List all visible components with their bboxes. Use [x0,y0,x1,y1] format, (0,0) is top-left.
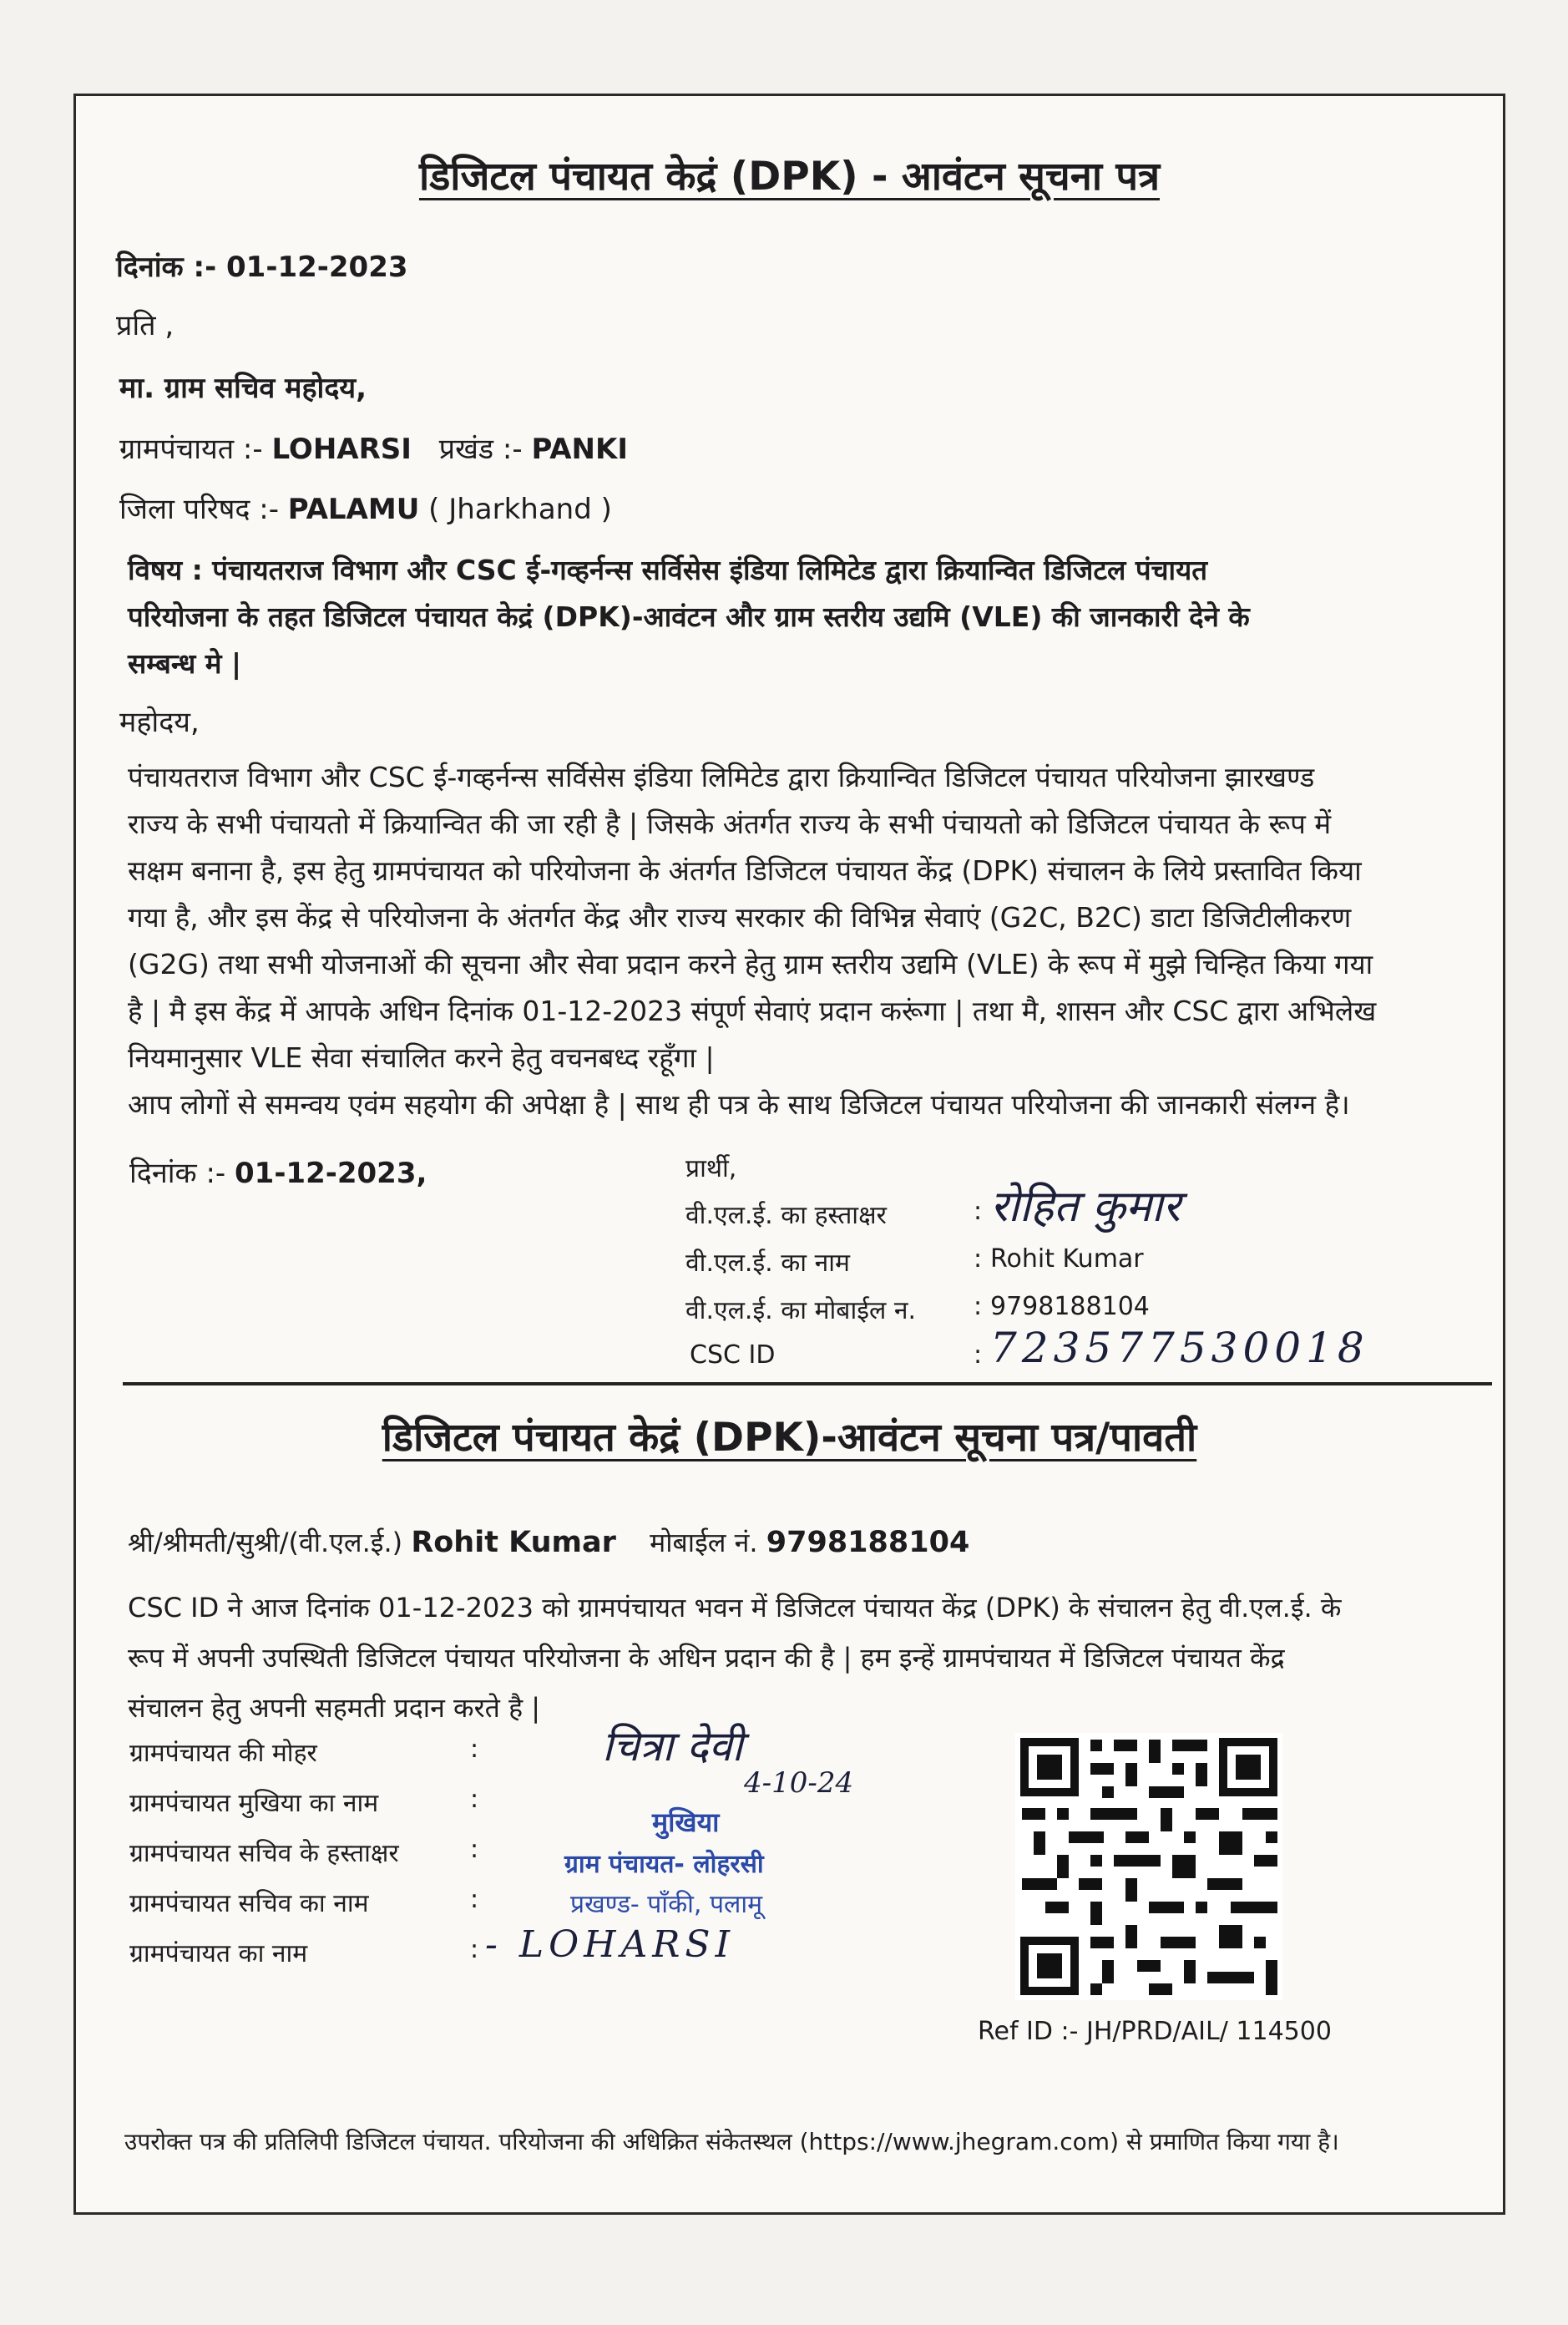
body-line: राज्य के सभी पंचायतो में क्रियान्वित की जा रही है | जिसके अंतर्गत राज्य के सभी पंचायतो को डिजिटल पंचायत के रूप में [128,808,1332,840]
csc-id-label: CSC ID [690,1340,776,1370]
field-label: ग्रामपंचायत का नाम [129,1939,308,1968]
vle-sign-label: वी.एल.ई. का हस्ताक्षर [685,1201,887,1230]
field-label: ग्रामपंचायत की मोहर [129,1739,317,1768]
gp-name-handwritten: - LOHARSI [485,1923,735,1966]
colon: : [470,1735,479,1764]
body-line: सक्षम बनाना है, इस हेतु ग्रामपंचायत को परियोजना के अंतर्गत डिजिटल पंचायत केंद्र (DPK) संचालन के लिये प्रस्तावित किया [128,854,1362,887]
subject-line: परियोजना के तहत डिजिटल पंचायत केद्रं (DPK)-आवंटन और ग्राम स्तरीय उद्यमि (VLE) की जानकारी देने के [128,600,1250,633]
block-value: PANKI [531,433,629,466]
footer-date [129,1152,427,1191]
salutation: महोदय, [119,706,200,739]
subject-line: विषय : पंचायतराज विभाग और CSC ई-गव्हर्नन्स सर्विसेस इंडिया लिमिटेड द्वारा क्रियान्वित डिजिटल पंचायत [128,554,1208,586]
field-label: ग्रामपंचायत सचिव का नाम [129,1889,369,1918]
state-value: ( Jharkhand ) [428,493,612,526]
colon: : [470,1885,479,1914]
body-line: है | मै इस केंद्र में आपके अधिन दिनांक 01-12-2023 संपूर्ण सेवाएं प्रदान करूंगा | तथा मै, शासन और CSC द्वारा अभिलेख [128,995,1377,1027]
document-page [73,94,1505,2215]
receipt-name-line [128,1524,969,1560]
colon: : [974,1340,983,1370]
applicant-label: प्रार्थी, [685,1154,737,1183]
district-line [119,489,612,527]
closing-line: आप लोगों से समन्वय एवंम सहयोग की अपेक्षा है | साथ ही पत्र के साथ डिजिटल पंचायत परियोजना की जानकारी संलग्न है। [128,1088,1350,1121]
body-line: गया है, और इस केंद्र से परियोजना के अंतर्गत केंद्र और राज्य सरकार की विभिन्न सेवाएं (G2C, B2C) डाटा डिजिटीलीकरण [128,901,1352,934]
field-label: ग्रामपंचायत मुखिया का नाम [129,1789,379,1818]
to-line: प्रति , [116,309,175,342]
body-line: (G2G) तथा सभी योजनाओं की सूचना और सेवा प्रदान करने हेतु ग्राम स्तरीय उद्यमि (VLE) के रूप में मुझे चिन्हित किया गया [128,948,1373,980]
receipt-body-line: रूप में अपनी उपस्थिती डिजिटल पंचायत परियोजना के अधिन प्रदान की है | हम इन्हें ग्रामपंचायत में डिजिटल पंचायत केंद्र [128,1642,1285,1674]
gp-label: ग्रामपंचायत :- [119,433,263,466]
vle-name-label: वी.एल.ई. का नाम [685,1249,850,1278]
qr-code-icon [1015,1733,1282,2000]
field-label: ग्रामपंचायत सचिव के हस्ताक्षर [129,1839,399,1868]
mobile-value: 9798188104 [766,1526,970,1559]
signature-date: 4-10-24 [744,1766,854,1800]
footer-date-label: दिनांक :- [129,1157,226,1190]
footer-date-value: 01-12-2023, [235,1157,427,1190]
vle-signature: रोहित कुमार [990,1182,1181,1232]
gp-value: LOHARSI [271,433,412,466]
gram-panchayat-line [119,428,628,467]
mobile-label: मोबाईल नं. [650,1527,758,1558]
colon: : [974,1244,983,1274]
district-value: PALAMU [287,493,420,526]
colon: : [974,1292,983,1321]
page-title: डिजिटल पंचायत केद्रं (DPK) - आवंटन सूचना पत्र [418,154,1161,200]
vle-name: Rohit Kumar [411,1526,616,1559]
mukhiya-signature: चित्रा देवी [602,1722,743,1770]
subject-block [128,547,1472,687]
vle-mobile-value: 9798188104 [990,1292,1150,1321]
receipt-body-line: CSC ID ने आज दिनांक 01-12-2023 को ग्रामपंचायत भवन में डिजिटल पंचायत केंद्र (DPK) के संचालन हेतु वी.एल.ई. के [128,1592,1342,1623]
block-label: प्रखंड :- [438,433,523,466]
stamp-title: मुखिया [652,1806,720,1838]
body-paragraph [128,754,1472,1128]
colon: : [470,1835,479,1864]
csc-id-handwritten: 723577530018 [990,1324,1369,1372]
addressee: मा. ग्राम सचिव महोदय, [119,372,367,405]
colon: : [470,1785,479,1814]
stamp-block: प्रखण्ड- पाँकी, पलामू [570,1890,763,1919]
body-line: पंचायतराज विभाग और CSC ई-गव्हर्नन्स सर्विसेस इंडिया लिमिटेड द्वारा क्रियान्वित डिजिटल पंचायत परियोजना झारखण्ड [128,761,1315,793]
colon: : [974,1197,983,1226]
section-divider [123,1382,1492,1385]
receipt-title: डिजिटल पंचायत केद्रं (DPK)-आवंटन सूचना पत्र/पावती [382,1415,1197,1461]
letter-date: दिनांक :- 01-12-2023 [116,251,408,284]
colon: : [470,1935,479,1964]
subject-line: सम्बन्ध मे | [128,647,242,680]
footer-note: उपरोक्त पत्र की प्रतिलिपी डिजिटल पंचायत. परियोजना की अधिक्रित संकेतस्थल (https://www.jhegram.com) से प्रमाणित किया गया है। [124,2128,1339,2155]
body-line: नियमानुसार VLE सेवा संचालित करने हेतु वचनबध्द रहूँगा | [128,1041,715,1074]
stamp-panchayat: ग्राम पंचायत- लोहरसी [564,1850,764,1879]
vle-name-value: Rohit Kumar [990,1244,1144,1274]
vle-mobile-label: वी.एल.ई. का मोबाईल न. [685,1296,917,1325]
district-label: जिला परिषद :- [119,493,279,526]
receipt-body-line: संचालन हेतु अपनी सहमती प्रदान करते है | [128,1692,541,1724]
qr-code [1015,1733,1282,2000]
ref-id: Ref ID :- JH/PRD/AIL/ 114500 [978,2017,1332,2046]
receipt-body [128,1583,1472,1733]
name-prefix: श्री/श्रीमती/सुश्री/(वी.एल.ई.) [128,1527,403,1558]
